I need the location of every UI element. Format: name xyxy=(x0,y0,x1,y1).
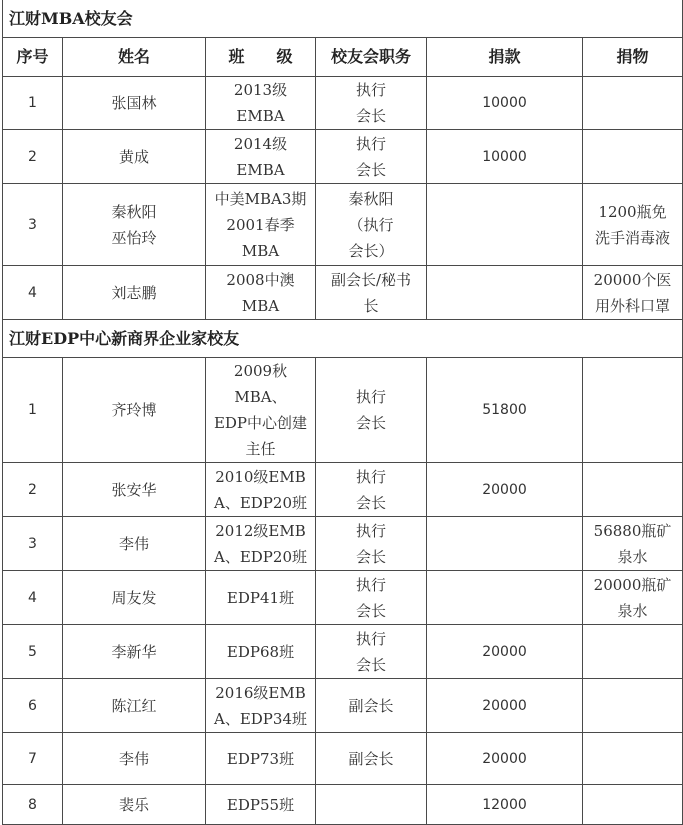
name-cell xyxy=(63,358,206,463)
cell-line: 会长） xyxy=(348,241,394,260)
class-cell xyxy=(206,77,316,130)
cell-line: 副会长 xyxy=(348,749,394,768)
class-cell xyxy=(206,266,316,320)
donation-cell: 20000 xyxy=(427,733,583,785)
donation-cell xyxy=(427,517,583,571)
class-cell xyxy=(206,130,316,184)
cell-line: 李新华 xyxy=(111,642,157,661)
section-title-row xyxy=(3,0,683,38)
donation-cell: 20000 xyxy=(427,625,583,679)
cell-line: 秦秋阳 xyxy=(111,202,157,221)
cell-line: 2009秋MBA、 xyxy=(233,362,288,406)
name-cell xyxy=(63,785,206,825)
cell-line: 会长 xyxy=(355,655,386,674)
cell-line: 刘志鹏 xyxy=(111,283,157,302)
donation-cell: 20000 xyxy=(427,679,583,733)
class-cell xyxy=(206,785,316,825)
cell-line: 会长 xyxy=(355,493,386,512)
goods-cell xyxy=(583,625,683,679)
name-cell xyxy=(63,517,206,571)
cell-line: EDP73班 xyxy=(226,749,295,768)
section-title: 江财MBA校友会 xyxy=(3,0,683,38)
column-header-class: 班 级 xyxy=(206,38,316,77)
cell-line: 1200瓶免 xyxy=(598,202,667,221)
goods-cell xyxy=(583,517,683,571)
seq-cell: 5 xyxy=(3,625,63,679)
name-cell xyxy=(63,625,206,679)
cell-line: 会长 xyxy=(355,160,386,179)
name-cell xyxy=(63,463,206,517)
seq-cell: 1 xyxy=(3,77,63,130)
class-cell xyxy=(206,679,316,733)
class-cell xyxy=(206,463,316,517)
cell-line: 2012级EMB xyxy=(215,521,306,540)
table-row xyxy=(3,679,683,733)
cell-line: 泉水 xyxy=(617,601,648,620)
table-row xyxy=(3,358,683,463)
position-cell xyxy=(316,358,427,463)
cell-line: 周友发 xyxy=(111,588,157,607)
cell-line: 副会长/秘书 xyxy=(330,270,412,289)
position-cell xyxy=(316,679,427,733)
goods-cell xyxy=(583,184,683,266)
cell-line: 2016级EMB xyxy=(215,683,306,702)
table-row xyxy=(3,625,683,679)
section-title: 江财EDP中心新商界企业家校友 xyxy=(3,320,683,358)
cell-line: A、EDP34班 xyxy=(214,709,307,728)
seq-cell: 4 xyxy=(3,266,63,320)
seq-cell: 7 xyxy=(3,733,63,785)
donation-cell xyxy=(427,571,583,625)
column-header-position: 校友会职务 xyxy=(316,38,427,77)
goods-cell xyxy=(583,77,683,130)
cell-line: 2008中澳MBA xyxy=(226,270,295,315)
cell-line: 20000瓶矿 xyxy=(593,575,672,594)
column-header-goods: 捐物 xyxy=(583,38,683,77)
column-header-name: 姓名 xyxy=(63,38,206,77)
table-row xyxy=(3,77,683,130)
table-row xyxy=(3,517,683,571)
position-cell xyxy=(316,625,427,679)
goods-cell xyxy=(583,463,683,517)
cell-line: 秦秋阳 xyxy=(348,189,394,208)
position-cell xyxy=(316,571,427,625)
table-row xyxy=(3,785,683,825)
goods-cell xyxy=(583,130,683,184)
cell-line: EDP68班 xyxy=(226,642,295,661)
donation-cell: 20000 xyxy=(427,463,583,517)
cell-line: 2001春季MBA xyxy=(226,215,295,260)
cell-line: 执行 xyxy=(355,388,386,406)
cell-line: 长 xyxy=(363,296,379,315)
cell-line: 2014级EMBA xyxy=(233,134,288,179)
cell-line: 会长 xyxy=(355,107,386,125)
cell-line: 洗手消毒液 xyxy=(595,228,671,247)
cell-line: EDP41班 xyxy=(226,588,295,607)
cell-line: 会长 xyxy=(355,547,386,566)
name-cell xyxy=(63,571,206,625)
cell-line: EDP中心创建 xyxy=(213,414,308,432)
table-row xyxy=(3,130,683,184)
donation-cell: 51800 xyxy=(427,358,583,463)
cell-line: 20000个医 xyxy=(593,270,672,289)
class-cell xyxy=(206,733,316,785)
cell-line: 56880瓶矿 xyxy=(593,521,672,540)
goods-cell xyxy=(583,571,683,625)
donation-table xyxy=(2,0,683,825)
class-cell xyxy=(206,625,316,679)
position-cell xyxy=(316,517,427,571)
cell-line: 齐玲博 xyxy=(111,401,157,419)
column-header-donation: 捐款 xyxy=(427,38,583,77)
position-cell xyxy=(316,130,427,184)
cell-line: 用外科口罩 xyxy=(595,296,671,315)
cell-line: 执行 xyxy=(355,467,386,486)
header-row xyxy=(3,38,683,77)
name-cell xyxy=(63,733,206,785)
goods-cell xyxy=(583,679,683,733)
class-cell xyxy=(206,358,316,463)
name-cell xyxy=(63,266,206,320)
donation-cell xyxy=(427,266,583,320)
cell-line: 李伟 xyxy=(118,749,149,768)
position-cell xyxy=(316,733,427,785)
cell-line: 执行 xyxy=(355,81,386,99)
goods-cell xyxy=(583,358,683,463)
seq-cell: 2 xyxy=(3,130,63,184)
goods-cell xyxy=(583,266,683,320)
cell-line: 张国林 xyxy=(111,94,157,112)
seq-cell: 4 xyxy=(3,571,63,625)
donation-cell: 10000 xyxy=(427,130,583,184)
cell-line: 中美MBA3期 xyxy=(214,189,307,208)
class-cell xyxy=(206,571,316,625)
name-cell xyxy=(63,130,206,184)
cell-line: 张安华 xyxy=(111,480,157,499)
cell-line: 陈江红 xyxy=(111,696,157,715)
goods-cell xyxy=(583,733,683,785)
name-cell xyxy=(63,679,206,733)
seq-cell: 8 xyxy=(3,785,63,825)
cell-line: 黄成 xyxy=(118,147,149,166)
class-cell xyxy=(206,517,316,571)
name-cell xyxy=(63,184,206,266)
seq-cell: 3 xyxy=(3,184,63,266)
table-row xyxy=(3,733,683,785)
donation-cell xyxy=(427,184,583,266)
cell-line: 2013级EMBA xyxy=(233,81,288,125)
name-cell xyxy=(63,77,206,130)
cell-line: 2010级EMB xyxy=(215,467,306,486)
cell-line: 巫怡玲 xyxy=(111,228,157,247)
table-row xyxy=(3,571,683,625)
donation-cell: 12000 xyxy=(427,785,583,825)
cell-line: 执行 xyxy=(355,134,386,153)
table-row xyxy=(3,184,683,266)
table-row xyxy=(3,463,683,517)
cell-line: A、EDP20班 xyxy=(214,493,307,512)
seq-cell: 6 xyxy=(3,679,63,733)
cell-line: 执行 xyxy=(355,521,386,540)
cell-line: 裴乐 xyxy=(118,795,149,814)
class-cell xyxy=(206,184,316,266)
position-cell xyxy=(316,785,427,825)
position-cell xyxy=(316,463,427,517)
cell-line: （执行 xyxy=(348,215,394,234)
donation-cell: 10000 xyxy=(427,77,583,130)
section-title-row xyxy=(3,320,683,358)
cell-line: 执行 xyxy=(355,629,386,648)
position-cell xyxy=(316,77,427,130)
cell-line: 会长 xyxy=(355,414,386,432)
cell-line: A、EDP20班 xyxy=(214,547,307,566)
cell-line: 副会长 xyxy=(348,696,394,715)
goods-cell xyxy=(583,785,683,825)
position-cell xyxy=(316,266,427,320)
cell-line: EDP55班 xyxy=(226,795,295,814)
cell-line: 李伟 xyxy=(118,534,149,553)
cell-line: 会长 xyxy=(355,601,386,620)
table-row xyxy=(3,266,683,320)
cell-line: 主任 xyxy=(245,440,276,458)
cell-line: 泉水 xyxy=(617,547,648,566)
column-header-seq: 序号 xyxy=(3,38,63,77)
cell-line: 执行 xyxy=(355,575,386,594)
position-cell xyxy=(316,184,427,266)
seq-cell: 3 xyxy=(3,517,63,571)
seq-cell: 1 xyxy=(3,358,63,463)
seq-cell: 2 xyxy=(3,463,63,517)
